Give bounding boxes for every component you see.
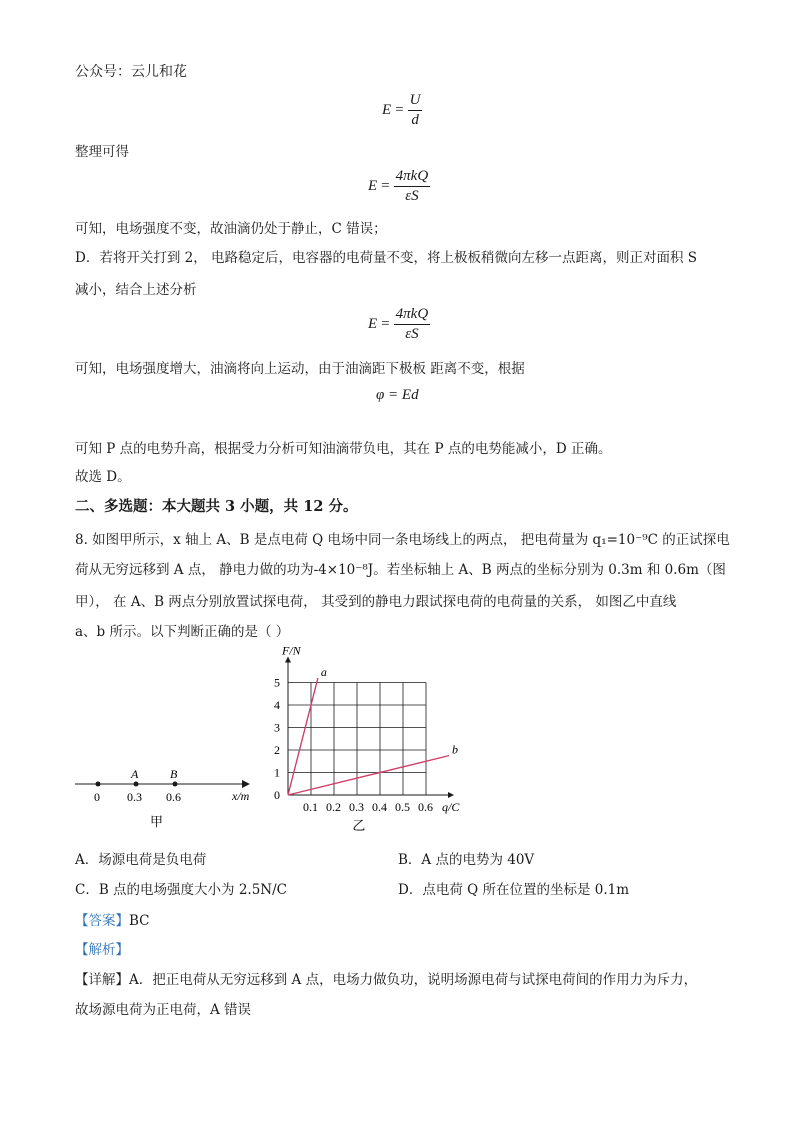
- point-b-value: 0.6: [166, 790, 181, 804]
- x-axis-arrow: [242, 780, 250, 788]
- x-axis-label: x/m: [232, 789, 250, 803]
- chart-series: [288, 665, 458, 795]
- y-tick-label: 1: [274, 765, 280, 780]
- equation-e-u-d: E = $\frac{U}{d}$: [382, 92, 421, 128]
- question-line-2: 荷从无穷远移到 A 点， 静电力做的功为-4×10⁻⁸J。若坐标轴上 A、B 两点的坐标分别为 0.3m 和 0.6m（图: [75, 562, 726, 578]
- point-origin: [96, 782, 101, 787]
- source-header: 公众号：云儿和花: [75, 64, 187, 80]
- option-b: B．A 点的电势为 40V: [398, 852, 535, 868]
- option-d: D．点电荷 Q 所在位置的坐标是 0.1m: [398, 882, 630, 898]
- text-option-d-line4: 可知 P 点的电势升高，根据受力分析可知油滴带负电，其在 P 点的电势能减小，D 正确。: [75, 441, 612, 457]
- series-label-a: a: [320, 665, 327, 679]
- x-tick-label: 0.5: [395, 800, 410, 814]
- text-option-c-conclusion: 可知，电场强度不变，故油滴仍处于静止，C 错误；: [75, 221, 387, 237]
- equation-e-4pikq-2: E = $\frac{\text{4πkQ}}{\varepsilon S}$: [368, 306, 429, 342]
- x-axis-label: q/C: [442, 800, 460, 814]
- series-label-b: b: [452, 742, 458, 757]
- y-axis-label: F/N: [282, 645, 301, 658]
- y-tick-label: 3: [274, 720, 280, 735]
- point-b-label: B: [170, 767, 178, 781]
- point-a: [134, 782, 139, 787]
- equation-e-4pikq: E = $\frac{\text{4πkQ}}{\varepsilon S}$: [368, 168, 429, 204]
- y-tick-label: 0: [274, 788, 280, 802]
- question-line-1: 8. 如图甲所示，x 轴上 A、B 是点电荷 Q 电场中同一条电场线上的两点， 把电荷量为 q₁=10⁻⁹C 的正试探电: [75, 532, 730, 548]
- point-a-label: A: [131, 767, 139, 781]
- x-tick-label: 0.6: [418, 800, 433, 814]
- x-axis-arrow: [448, 792, 454, 798]
- answer-value: BC: [129, 913, 150, 929]
- x-tick-label: 0.4: [372, 800, 387, 814]
- text-option-d-line3: 可知，电场强度增大，油滴将向上运动，由于油滴距下极板 距离不变，根据: [75, 361, 525, 377]
- question-line-4: a、b 所示。以下判断正确的是（ ）: [75, 624, 290, 640]
- option-a: A．场源电荷是负电荷: [75, 852, 207, 868]
- answer-tag: 【答案】: [75, 913, 129, 929]
- section-title: 二、多选题：本大题共 3 小题，共 12 分。: [75, 498, 358, 515]
- text-zhengli: 整理可得: [75, 144, 129, 160]
- series-line-a: [288, 678, 318, 795]
- x-tick-label: 0.1: [303, 800, 318, 814]
- point-b: [173, 782, 178, 787]
- text-option-d-line1: D．若将开关打到 2， 电路稳定后，电容器的电荷量不变，将上极板稍微向左移一点距离，则正对面积 S: [75, 250, 698, 266]
- analysis-tag: 【解析】: [75, 942, 129, 958]
- text-option-d-line2: 减小，结合上述分析: [75, 282, 197, 298]
- answer-line: [75, 911, 150, 931]
- detail-text-1: A．把正电荷从无穷远移到 A 点，电场力做负功，说明场源电荷与试探电荷间的作用力为斥力，: [129, 972, 698, 988]
- point-origin-value: 0: [94, 790, 100, 804]
- option-c: C．B 点的电场强度大小为 2.5N/C: [75, 882, 287, 898]
- question-line-3: 甲）， 在 A、B 两点分别放置试探电荷， 其受到的静电力跟试探电荷的电荷量的关系， 如图乙中直线: [75, 594, 677, 610]
- y-tick-label: 4: [274, 698, 280, 712]
- y-tick-label: 2: [274, 743, 280, 757]
- detail-line-2: 故场源电荷为正电荷，A 错误: [75, 1002, 252, 1018]
- series-line-b: [288, 756, 449, 795]
- y-tick-label: 5: [274, 675, 280, 690]
- equation-phi-ed: φ = Ed: [376, 387, 419, 403]
- x-tick-label: 0.2: [326, 800, 341, 814]
- detail-line-1: [75, 970, 697, 990]
- figure-jia: [70, 760, 270, 840]
- figure-jia-caption: 甲: [150, 814, 164, 829]
- detail-tag: 【详解】: [75, 972, 129, 988]
- figure-yi-chart: [260, 645, 480, 835]
- text-choose-d: 故选 D。: [75, 469, 131, 485]
- x-tick-label: 0.3: [349, 800, 364, 814]
- figure-yi-caption: 乙: [352, 818, 366, 833]
- point-a-value: 0.3: [127, 790, 142, 804]
